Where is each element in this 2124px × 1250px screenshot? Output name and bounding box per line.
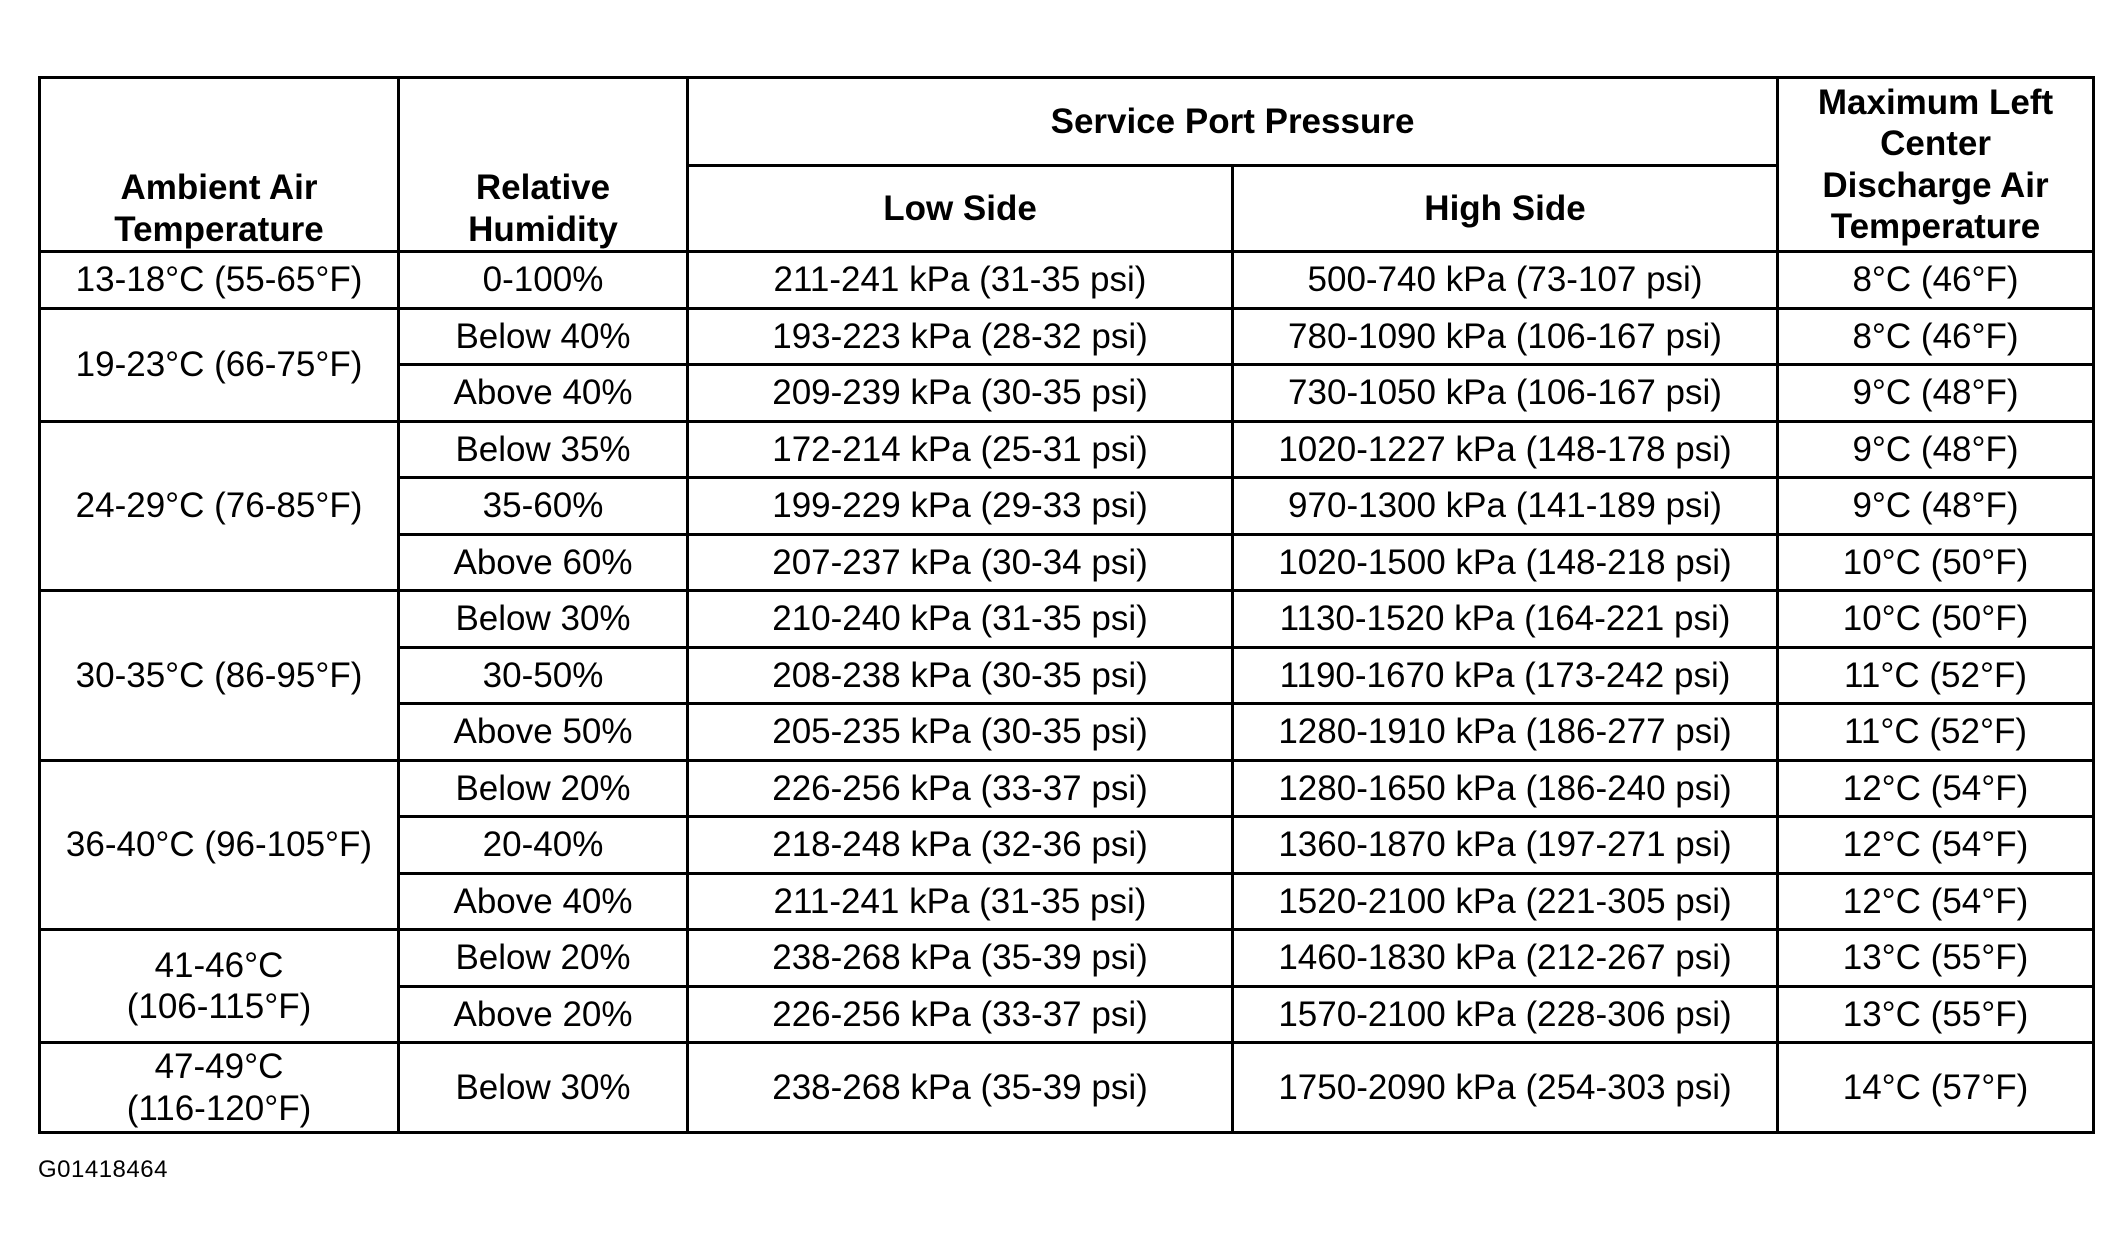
high-side-pressure-cell: 1280-1910 kPa (186-277 psi) (1233, 704, 1778, 761)
relative-humidity-cell: Below 30% (399, 591, 688, 648)
header-max-discharge-air-temperature (1778, 78, 2094, 252)
relative-humidity-cell: Above 40% (399, 365, 688, 422)
high-side-pressure-cell: 1520-2100 kPa (221-305 psi) (1233, 873, 1778, 930)
ambient-temperature-text: 30-35°C (86-95°F) (75, 655, 363, 695)
header-relative-humidity (399, 78, 688, 252)
ambient-temperature-text: 19-23°C (66-75°F) (75, 344, 363, 384)
low-side-pressure-cell: 210-240 kPa (31-35 psi) (688, 591, 1233, 648)
relative-humidity-cell: Above 40% (399, 873, 688, 930)
ambient-temperature-text: 36-40°C (96-105°F) (65, 825, 373, 865)
ambient-temperature-text: 41-46°C (154, 945, 284, 985)
low-side-pressure-cell: 238-268 kPa (35-39 psi) (688, 930, 1233, 987)
header-humidity-line-1: Relative (475, 168, 611, 208)
low-side-pressure-cell: 207-237 kPa (30-34 psi) (688, 534, 1233, 591)
discharge-temperature-cell: 12°C (54°F) (1778, 760, 2094, 817)
ambient-temperature-cell (40, 308, 399, 421)
header-discharge-line-2: Center (1880, 124, 1991, 164)
low-side-pressure-cell: 193-223 kPa (28-32 psi) (688, 308, 1233, 365)
high-side-pressure-cell: 730-1050 kPa (106-167 psi) (1233, 365, 1778, 422)
ambient-temperature-text: (106-115°F) (126, 987, 312, 1026)
relative-humidity-cell: Above 20% (399, 986, 688, 1043)
high-side-pressure-cell: 1130-1520 kPa (164-221 psi) (1233, 591, 1778, 648)
ambient-temperature-cell (40, 252, 399, 309)
relative-humidity-cell: Below 20% (399, 930, 688, 987)
table-row (40, 591, 2094, 648)
discharge-temperature-cell: 9°C (48°F) (1778, 365, 2094, 422)
header-ambient-line-2: Temperature (114, 209, 324, 249)
discharge-temperature-cell: 12°C (54°F) (1778, 817, 2094, 874)
high-side-pressure-cell: 970-1300 kPa (141-189 psi) (1233, 478, 1778, 535)
ambient-temperature-cell (40, 930, 399, 1043)
table-row (40, 1043, 2094, 1133)
low-side-pressure-cell: 218-248 kPa (32-36 psi) (688, 817, 1233, 874)
low-side-pressure-cell: 211-241 kPa (31-35 psi) (688, 873, 1233, 930)
relative-humidity-cell: Above 60% (399, 534, 688, 591)
header-ambient-line-1: Ambient Air (120, 168, 318, 208)
table-row (40, 760, 2094, 817)
ambient-temperature-text: 13-18°C (55-65°F) (75, 260, 363, 300)
discharge-temperature-cell: 13°C (55°F) (1778, 986, 2094, 1043)
relative-humidity-cell: Below 30% (399, 1043, 688, 1133)
table-row (40, 930, 2094, 987)
table-row (40, 308, 2094, 365)
header-ambient-air-temperature (40, 78, 399, 252)
header-service-port-pressure: Service Port Pressure (688, 78, 1778, 166)
relative-humidity-cell: Below 40% (399, 308, 688, 365)
header-discharge-line-3: Discharge Air (1822, 165, 2049, 205)
ambient-temperature-cell (40, 421, 399, 591)
header-high-side: High Side (1233, 166, 1778, 252)
header-humidity-line-2: Humidity (468, 209, 618, 249)
discharge-temperature-cell: 14°C (57°F) (1778, 1043, 2094, 1133)
ambient-temperature-text: (116-120°F) (126, 1088, 312, 1128)
ambient-temperature-text: 24-29°C (76-85°F) (75, 486, 363, 526)
high-side-pressure-cell: 1020-1227 kPa (148-178 psi) (1233, 421, 1778, 478)
ambient-temperature-text: 47-49°C (154, 1047, 284, 1087)
high-side-pressure-cell: 500-740 kPa (73-107 psi) (1233, 252, 1778, 309)
high-side-pressure-cell: 1190-1670 kPa (173-242 psi) (1233, 647, 1778, 704)
relative-humidity-cell: 0-100% (399, 252, 688, 309)
high-side-pressure-cell: 1460-1830 kPa (212-267 psi) (1233, 930, 1778, 987)
relative-humidity-cell: Below 35% (399, 421, 688, 478)
discharge-temperature-cell: 9°C (48°F) (1778, 478, 2094, 535)
relative-humidity-cell: 20-40% (399, 817, 688, 874)
header-discharge-line-1: Maximum Left (1817, 82, 2054, 122)
pressure-temperature-table (38, 76, 2095, 1134)
ambient-temperature-cell (40, 1043, 399, 1133)
header-low-side: Low Side (688, 166, 1233, 252)
discharge-temperature-cell: 8°C (46°F) (1778, 252, 2094, 309)
relative-humidity-cell: 35-60% (399, 478, 688, 535)
low-side-pressure-cell: 172-214 kPa (25-31 psi) (688, 421, 1233, 478)
low-side-pressure-cell: 208-238 kPa (30-35 psi) (688, 647, 1233, 704)
ambient-temperature-cell (40, 760, 399, 930)
low-side-pressure-cell: 199-229 kPa (29-33 psi) (688, 478, 1233, 535)
discharge-temperature-cell: 10°C (50°F) (1778, 534, 2094, 591)
low-side-pressure-cell: 226-256 kPa (33-37 psi) (688, 986, 1233, 1043)
figure-id: G01418464 (38, 1156, 168, 1183)
high-side-pressure-cell: 1570-2100 kPa (228-306 psi) (1233, 986, 1778, 1043)
relative-humidity-cell: Below 20% (399, 760, 688, 817)
low-side-pressure-cell: 226-256 kPa (33-37 psi) (688, 760, 1233, 817)
high-side-pressure-cell: 1280-1650 kPa (186-240 psi) (1233, 760, 1778, 817)
header-discharge-line-4: Temperature (1830, 206, 2041, 246)
discharge-temperature-cell: 12°C (54°F) (1778, 873, 2094, 930)
discharge-temperature-cell: 13°C (55°F) (1778, 930, 2094, 987)
low-side-pressure-cell: 209-239 kPa (30-35 psi) (688, 365, 1233, 422)
discharge-temperature-cell: 11°C (52°F) (1778, 704, 2094, 761)
discharge-temperature-cell: 8°C (46°F) (1778, 308, 2094, 365)
relative-humidity-cell: Above 50% (399, 704, 688, 761)
relative-humidity-cell: 30-50% (399, 647, 688, 704)
ambient-temperature-cell (40, 591, 399, 761)
low-side-pressure-cell: 211-241 kPa (31-35 psi) (688, 252, 1233, 309)
high-side-pressure-cell: 1360-1870 kPa (197-271 psi) (1233, 817, 1778, 874)
discharge-temperature-cell: 11°C (52°F) (1778, 647, 2094, 704)
high-side-pressure-cell: 1750-2090 kPa (254-303 psi) (1233, 1043, 1778, 1133)
discharge-temperature-cell: 10°C (50°F) (1778, 591, 2094, 648)
high-side-pressure-cell: 1020-1500 kPa (148-218 psi) (1233, 534, 1778, 591)
discharge-temperature-cell: 9°C (48°F) (1778, 421, 2094, 478)
table-row (40, 421, 2094, 478)
table-row (40, 252, 2094, 309)
table-body (40, 252, 2094, 1133)
header-row-top (40, 78, 2094, 166)
low-side-pressure-cell: 205-235 kPa (30-35 psi) (688, 704, 1233, 761)
high-side-pressure-cell: 780-1090 kPa (106-167 psi) (1233, 308, 1778, 365)
low-side-pressure-cell: 238-268 kPa (35-39 psi) (688, 1043, 1233, 1133)
